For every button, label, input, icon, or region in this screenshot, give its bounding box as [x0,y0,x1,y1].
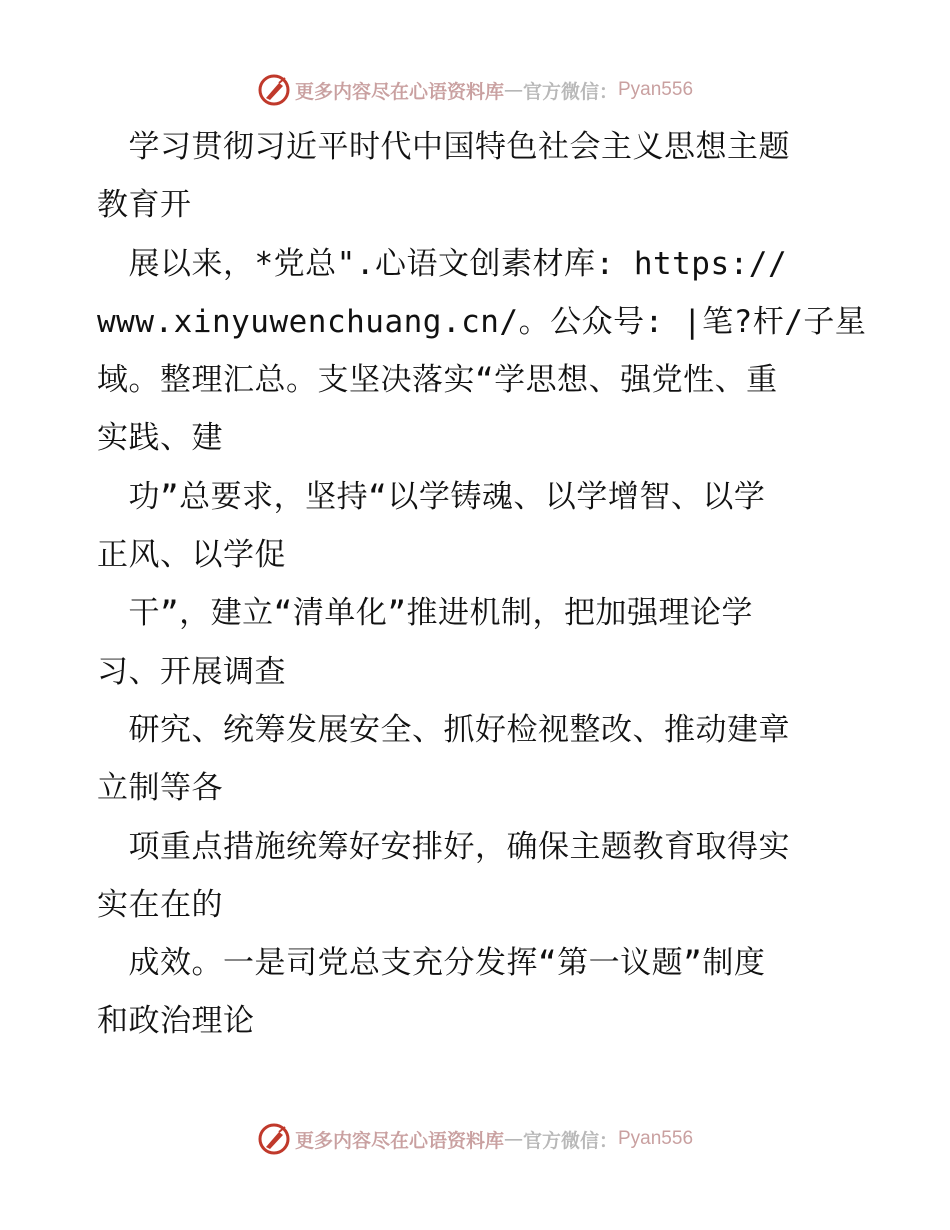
body-line: 项重点措施统筹好安排好，确保主题教育取得实 [97,828,790,865]
watermark-dash: — [503,79,523,101]
body-line: 实在在的 [97,886,223,923]
body-line: 立制等各 [97,770,223,807]
body-line: 成效。一是司党总支充分发挥“第一议题”制度 [97,945,766,982]
watermark-banner-top [0,70,950,110]
body-line: 展以来，*党总".心语文创素材库: https:// [97,245,788,282]
watermark-dash: — [503,1128,523,1150]
watermark-account: Pyan556 [618,1128,694,1149]
document-body [97,118,867,1051]
watermark-banner-bottom [0,1119,950,1159]
body-line: 域。整理汇总。支坚决落实“学思想、强党性、重 [97,362,778,399]
body-line: 和政治理论 [97,1003,255,1040]
watermark-wechat-label: 官方微信： [522,80,618,103]
body-line: 正风、以学促 [97,537,286,574]
watermark-account: Pyan556 [618,79,694,100]
quill-pen-icon [257,1122,291,1156]
body-line: 教育开 [97,187,192,224]
body-line: 实践、建 [97,420,223,457]
quill-pen-icon [257,73,291,107]
body-line: 研究、统筹发展安全、抓好检视整改、推动建章 [97,711,790,748]
body-line: 功”总要求，坚持“以学铸魂、以学增智、以学 [97,478,766,515]
body-line: 学习贯彻习近平时代中国特色社会主义思想主题 [97,129,790,165]
watermark-wechat-label: 官方微信： [522,1129,618,1152]
body-line: www.xinyuwenchuang.cn/。公众号: |笔?杆/子星 [97,303,867,340]
watermark-site-text: 更多内容尽在心语资料库 [294,80,504,103]
body-line: 干”，建立“清单化”推进机制，把加强理论学 [97,595,753,632]
watermark-site-text: 更多内容尽在心语资料库 [294,1129,504,1152]
body-line: 习、开展调查 [97,653,286,690]
